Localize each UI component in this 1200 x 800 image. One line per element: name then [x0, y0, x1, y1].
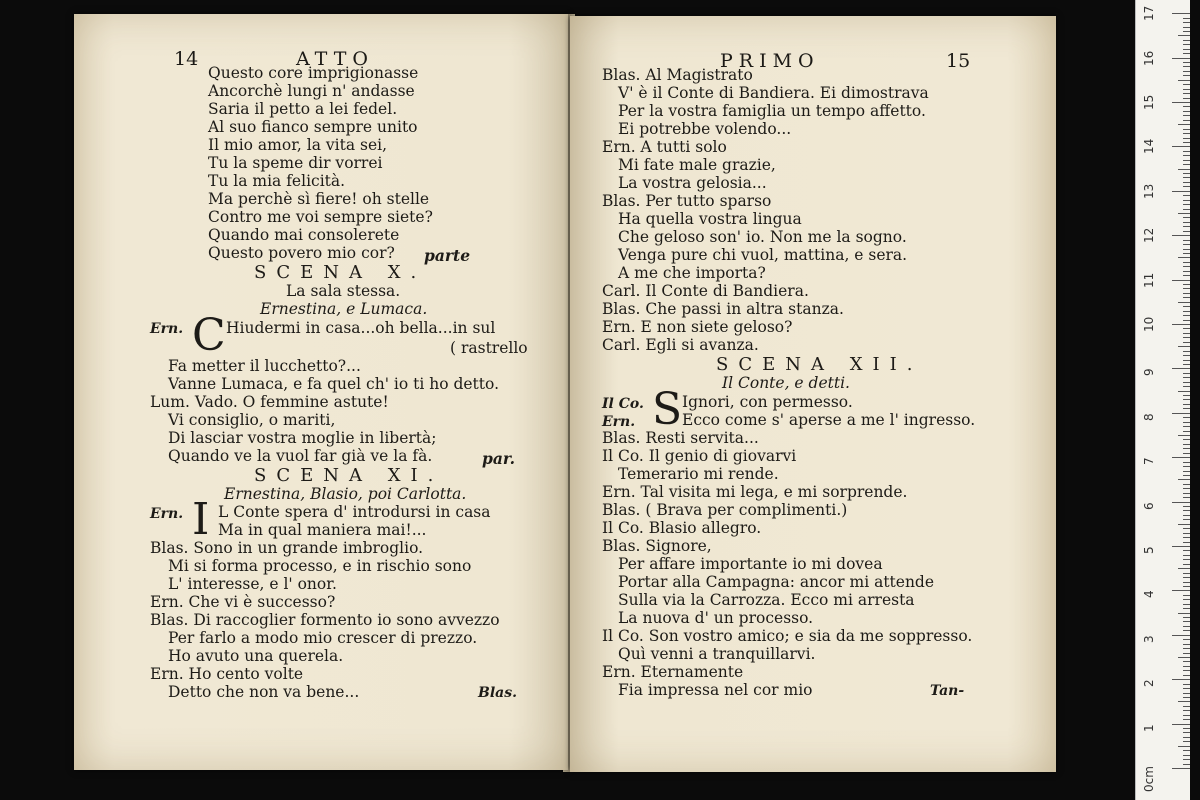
- text-line: La vostra gelosia...: [618, 174, 767, 192]
- ruler-tick: [1178, 613, 1190, 614]
- ruler-tick: [1183, 626, 1190, 627]
- text-line: Ern. Tal visita mi lega, e mi sorprende.: [602, 483, 908, 501]
- ruler-tick: [1172, 146, 1190, 147]
- character-list: Ernestina, Blasio, poi Carlotta.: [224, 485, 467, 503]
- speaker-label: Il Co.: [602, 396, 644, 412]
- text-line: Blas. Di raccoglier formento io sono avvezzo: [150, 611, 500, 629]
- text-line: Ho avuto una querela.: [168, 647, 344, 665]
- ruler-tick: [1183, 515, 1190, 516]
- ruler-tick: [1183, 111, 1190, 112]
- ruler-tick: [1183, 297, 1190, 298]
- ruler-tick: [1172, 324, 1190, 325]
- catchword: Tan-: [930, 683, 965, 699]
- ruler-tick: [1183, 200, 1190, 201]
- ruler-tick: [1183, 49, 1190, 50]
- ruler-tick: [1183, 564, 1190, 565]
- text-line: Mi fate male grazie,: [618, 156, 776, 174]
- ruler-tick: [1172, 724, 1190, 725]
- ruler-tick: [1183, 253, 1190, 254]
- ruler-tick: [1183, 510, 1190, 511]
- ruler-tick: [1183, 160, 1190, 161]
- ruler-tick: [1183, 84, 1190, 85]
- text-line: Blas. Al Magistrato: [602, 66, 753, 84]
- ruler-tick: [1183, 89, 1190, 90]
- speaker-label: Ern.: [602, 414, 636, 430]
- ruler-tick: [1183, 182, 1190, 183]
- text-line: Per affare importante io mi dovea: [618, 555, 883, 573]
- text-line: Detto che non va bene...: [168, 683, 360, 701]
- ruler-tick: [1172, 235, 1190, 236]
- ruler-tick: [1183, 293, 1190, 294]
- ruler-tick: [1183, 675, 1190, 676]
- ruler-tick: [1183, 497, 1190, 498]
- ruler-number: 1: [1142, 723, 1156, 732]
- stage-direction: parte: [424, 246, 471, 265]
- text-line: Ancorchè lungi n' andasse: [208, 82, 415, 100]
- text-line: Venga pure chi vuol, mattina, e sera.: [618, 246, 908, 264]
- text-line: Ma in qual maniera mai!...: [218, 521, 427, 539]
- ruler-tick: [1178, 302, 1190, 303]
- ruler-tick: [1183, 719, 1190, 720]
- ruler-tick: [1178, 435, 1190, 436]
- ruler-number: 7: [1142, 457, 1156, 466]
- ruler-tick: [1183, 222, 1190, 223]
- ruler-tick: [1183, 155, 1190, 156]
- text-line: Vi consiglio, o mariti,: [168, 411, 336, 429]
- text-line: Ecco come s' aperse a me l' ingresso.: [682, 411, 976, 429]
- ruler-number: 14: [1142, 139, 1156, 155]
- ruler-tick: [1183, 53, 1190, 54]
- ruler-number: 15: [1142, 94, 1156, 110]
- ruler-tick: [1172, 102, 1190, 103]
- ruler-tick: [1183, 577, 1190, 578]
- ruler-tick: [1183, 226, 1190, 227]
- ruler-tick: [1183, 360, 1190, 361]
- ruler-tick: [1183, 599, 1190, 600]
- text-line: Blas. Sono in un grande imbroglio.: [150, 539, 424, 557]
- ruler-tick: [1183, 732, 1190, 733]
- ruler-tick: [1183, 444, 1190, 445]
- ruler-tick: [1183, 395, 1190, 396]
- text-line: Per la vostra famiglia un tempo affetto.: [618, 102, 926, 120]
- ruler-tick: [1183, 737, 1190, 738]
- ruler-tick: [1183, 142, 1190, 143]
- ruler-tick: [1178, 568, 1190, 569]
- ruler-tick: [1178, 80, 1190, 81]
- ruler-tick: [1183, 595, 1190, 596]
- ruler-number: 3: [1142, 635, 1156, 643]
- ruler-tick: [1183, 448, 1190, 449]
- speaker-label: Ern.: [150, 321, 184, 337]
- ruler-tick: [1183, 630, 1190, 631]
- ruler-tick: [1183, 231, 1190, 232]
- text-line: Sulla via la Carrozza. Ecco mi arresta: [618, 591, 915, 609]
- ruler-tick: [1183, 186, 1190, 187]
- ruler-tick: [1183, 741, 1190, 742]
- ruler-tick: [1183, 18, 1190, 19]
- scene-heading: SCENA X.: [254, 262, 427, 283]
- text-line: Ern. E non siete geloso?: [602, 318, 793, 336]
- ruler-tick: [1183, 173, 1190, 174]
- text-line: Ern. Eternamente: [602, 663, 744, 681]
- text-line: Blas. Che passi in altra stanza.: [602, 300, 844, 318]
- ruler-number: 17: [1142, 5, 1156, 22]
- text-line: Per farlo a modo mio crescer di prezzo.: [168, 629, 478, 647]
- ruler-tick: [1183, 670, 1190, 671]
- ruler-tick: [1183, 666, 1190, 667]
- ruler-tick: [1183, 364, 1190, 365]
- text-line: Fia impressa nel cor mio: [618, 681, 813, 699]
- ruler-tick: [1183, 217, 1190, 218]
- ruler-tick: [1178, 346, 1190, 347]
- ruler-tick: [1183, 573, 1190, 574]
- ruler-tick: [1183, 462, 1190, 463]
- ruler-number: 16: [1142, 50, 1156, 66]
- text-line: Carl. Egli si avanza.: [602, 336, 759, 354]
- stage-setting: La sala stessa.: [286, 282, 401, 300]
- ruler-tick: [1183, 377, 1190, 378]
- ruler-tick: [1183, 262, 1190, 263]
- text-line: L' interesse, e l' onor.: [168, 575, 337, 593]
- ruler-tick: [1172, 413, 1190, 414]
- ruler-tick: [1172, 368, 1190, 369]
- ruler-tick: [1172, 546, 1190, 547]
- ruler-number: 5: [1142, 546, 1156, 554]
- ruler-tick: [1183, 542, 1190, 543]
- ruler-tick: [1183, 471, 1190, 472]
- text-line: Tu la speme dir vorrei: [208, 154, 383, 172]
- text-line: Temerario mi rende.: [618, 465, 779, 483]
- text-line: Il Co. Son vostro amico; e sia da me soppresso.: [602, 627, 973, 645]
- text-line: Il Co. Il genio di giovarvi: [602, 447, 797, 465]
- text-line: Che geloso son' io. Non me la sogno.: [618, 228, 907, 246]
- ruler-tick: [1183, 688, 1190, 689]
- ruler-tick: [1178, 124, 1190, 125]
- ruler-tick: [1183, 750, 1190, 751]
- ruler-tick: [1183, 320, 1190, 321]
- ruler-tick: [1178, 391, 1190, 392]
- ruler-number: 6: [1142, 501, 1156, 510]
- text-line: Quando ve la vuol far già ve la fà.: [168, 447, 433, 465]
- ruler-number: 8: [1142, 413, 1156, 421]
- text-line: Il Co. Blasio allegro.: [602, 519, 762, 537]
- ruler-tick: [1183, 195, 1190, 196]
- ruler-tick: [1178, 213, 1190, 214]
- right-running-header: PRIMO: [720, 50, 820, 72]
- ruler-tick: [1183, 710, 1190, 711]
- text-line: Carl. Il Conte di Bandiera.: [602, 282, 809, 300]
- text-line: Quando mai consolerete: [208, 226, 400, 244]
- ruler-number: 2: [1142, 679, 1156, 688]
- ruler-tick: [1183, 62, 1190, 63]
- ruler-tick: [1183, 333, 1190, 334]
- ruler-tick: [1183, 475, 1190, 476]
- text-line: Blas. ( Brava per complimenti.): [602, 501, 848, 519]
- ruler-tick: [1172, 679, 1190, 680]
- ruler-tick: [1183, 715, 1190, 716]
- text-line: Lum. Vado. O femmine astute!: [150, 393, 389, 411]
- ruler-tick: [1183, 408, 1190, 409]
- character-list: Ernestina, e Lumaca.: [260, 300, 428, 318]
- ruler-tick: [1183, 493, 1190, 494]
- ruler-tick: [1183, 386, 1190, 387]
- ruler-tick: [1183, 506, 1190, 507]
- text-line: Questo core imprigionasse: [208, 64, 419, 82]
- text-line: Questo povero mio cor?: [208, 244, 395, 262]
- ruler-tick: [1183, 151, 1190, 152]
- ruler-tick: [1183, 431, 1190, 432]
- text-line: Di lasciar vostra moglie in libertà;: [168, 429, 437, 447]
- ruler-tick: [1178, 257, 1190, 258]
- ruler-tick: [1183, 693, 1190, 694]
- ruler-tick: [1183, 586, 1190, 587]
- text-line: Blas. Resti servita...: [602, 429, 759, 447]
- ruler-tick: [1183, 75, 1190, 76]
- ruler-tick: [1178, 169, 1190, 170]
- text-line: V' è il Conte di Bandiera. Ei dimostrava: [618, 84, 929, 102]
- ruler-tick: [1183, 315, 1190, 316]
- ruler-tick: [1183, 311, 1190, 312]
- ruler-tick: [1183, 439, 1190, 440]
- ruler-tick: [1183, 644, 1190, 645]
- ruler-tick: [1183, 706, 1190, 707]
- text-line: Ern. A tutti solo: [602, 138, 727, 156]
- text-line: Hiudermi in casa...oh bella...in sul: [226, 319, 496, 337]
- ruler-tick: [1183, 204, 1190, 205]
- drop-cap: C: [192, 310, 226, 361]
- ruler-tick: [1183, 129, 1190, 130]
- ruler-tick: [1183, 382, 1190, 383]
- text-line: Ern. Che vi è successo?: [150, 593, 336, 611]
- ruler-tick: [1183, 661, 1190, 662]
- ruler-tick: [1178, 479, 1190, 480]
- ruler-tick: [1183, 621, 1190, 622]
- ruler-tick: [1183, 728, 1190, 729]
- text-line: Portar alla Campagna: ancor mi attende: [618, 573, 935, 591]
- ruler-tick: [1183, 40, 1190, 41]
- ruler-tick: [1183, 697, 1190, 698]
- ruler-tick: [1183, 337, 1190, 338]
- ruler-tick: [1183, 306, 1190, 307]
- ruler-tick: [1172, 768, 1190, 769]
- measurement-ruler: [1135, 0, 1190, 800]
- ruler-tick: [1172, 502, 1190, 503]
- ruler-number: 9: [1142, 368, 1156, 377]
- left-page-number: 14: [174, 48, 199, 70]
- ruler-tick: [1172, 58, 1190, 59]
- text-line: Blas. Signore,: [602, 537, 712, 555]
- text-line: Ei potrebbe volendo...: [618, 120, 792, 138]
- ruler-number: 10: [1142, 316, 1156, 332]
- ruler-tick: [1183, 164, 1190, 165]
- text-line: Tu la mia felicità.: [208, 172, 346, 190]
- ruler-tick: [1183, 93, 1190, 94]
- ruler-tick: [1183, 288, 1190, 289]
- ruler-tick: [1183, 533, 1190, 534]
- ruler-tick: [1172, 635, 1190, 636]
- text-line: Ignori, con permesso.: [682, 393, 853, 411]
- ruler-tick: [1178, 524, 1190, 525]
- ruler-tick: [1183, 209, 1190, 210]
- ruler-tick: [1183, 266, 1190, 267]
- ruler-tick: [1172, 191, 1190, 192]
- left-running-header: ATTO: [296, 48, 374, 70]
- text-line: Saria il petto a lei fedel.: [208, 100, 398, 118]
- ruler-tick: [1172, 280, 1190, 281]
- ruler-tick: [1183, 66, 1190, 67]
- ruler-tick: [1178, 746, 1190, 747]
- text-line: Vanne Lumaca, e fa quel ch' io ti ho detto.: [168, 375, 499, 393]
- ruler-tick: [1172, 457, 1190, 458]
- ruler-tick: [1178, 657, 1190, 658]
- text-line: Il mio amor, la vita sei,: [208, 136, 387, 154]
- text-line: Fa metter il lucchetto?...: [168, 357, 361, 375]
- ruler-tick: [1183, 328, 1190, 329]
- ruler-tick: [1183, 484, 1190, 485]
- ruler-tick: [1183, 648, 1190, 649]
- drop-cap: I: [192, 494, 210, 545]
- ruler-tick: [1183, 466, 1190, 467]
- ruler-tick: [1183, 488, 1190, 489]
- ruler-tick: [1183, 275, 1190, 276]
- ruler-tick: [1183, 138, 1190, 139]
- ruler-tick: [1172, 590, 1190, 591]
- text-line: Mi si forma processo, e in rischio sono: [168, 557, 472, 575]
- ruler-tick: [1183, 240, 1190, 241]
- text-line: L Conte spera d' introdursi in casa: [218, 503, 491, 521]
- ruler-tick: [1183, 98, 1190, 99]
- ruler-number: 12: [1142, 227, 1156, 244]
- ruler-tick: [1183, 106, 1190, 107]
- ruler-tick: [1183, 244, 1190, 245]
- ruler-tick: [1183, 639, 1190, 640]
- text-line: Quì venni a tranquillarvi.: [618, 645, 816, 663]
- ruler-tick: [1183, 71, 1190, 72]
- ruler-tick: [1183, 27, 1190, 28]
- text-line: Ha quella vostra lingua: [618, 210, 802, 228]
- text-line: Contro me voi sempre siete?: [208, 208, 433, 226]
- ruler-tick: [1183, 550, 1190, 551]
- ruler-tick: [1183, 399, 1190, 400]
- right-page-number: 15: [946, 50, 971, 72]
- ruler-tick: [1183, 426, 1190, 427]
- ruler-tick: [1183, 342, 1190, 343]
- ruler-tick: [1183, 31, 1190, 32]
- ruler-tick: [1183, 351, 1190, 352]
- ruler-tick: [1183, 684, 1190, 685]
- scene-heading: SCENA XI.: [254, 465, 444, 486]
- ruler-tick: [1183, 582, 1190, 583]
- ruler-tick: [1183, 271, 1190, 272]
- ruler-tick: [1178, 35, 1190, 36]
- character-list: Il Conte, e detti.: [722, 374, 850, 392]
- ruler-tick: [1172, 13, 1190, 14]
- ruler-tick: [1183, 133, 1190, 134]
- ruler-tick: [1183, 22, 1190, 23]
- text-line: Ern. Ho cento volte: [150, 665, 304, 683]
- ruler-tick: [1183, 764, 1190, 765]
- text-line: Al suo fianco sempre unito: [208, 118, 418, 136]
- ruler-tick: [1183, 453, 1190, 454]
- text-line: Blas. Per tutto sparso: [602, 192, 772, 210]
- ruler-tick: [1183, 177, 1190, 178]
- ruler-tick: [1183, 555, 1190, 556]
- ruler-tick: [1183, 653, 1190, 654]
- left-page: [74, 14, 568, 770]
- ruler-tick: [1183, 284, 1190, 285]
- ruler-tick: [1183, 120, 1190, 121]
- ruler-tick: [1183, 617, 1190, 618]
- drop-cap: S: [652, 384, 683, 435]
- text-line: ( rastrello: [450, 339, 528, 357]
- ruler-tick: [1183, 559, 1190, 560]
- ruler-tick: [1183, 404, 1190, 405]
- ruler-tick: [1183, 44, 1190, 45]
- right-page: [570, 16, 1056, 772]
- ruler-tick: [1183, 115, 1190, 116]
- ruler-tick: [1178, 701, 1190, 702]
- ruler-tick: [1183, 755, 1190, 756]
- speaker-label: Ern.: [150, 506, 184, 522]
- ruler-tick: [1183, 519, 1190, 520]
- ruler-tick: [1183, 373, 1190, 374]
- text-line: La nuova d' un processo.: [618, 609, 814, 627]
- ruler-number: 13: [1142, 183, 1156, 199]
- ruler-tick: [1183, 537, 1190, 538]
- ruler-tick: [1183, 528, 1190, 529]
- ruler-number: 4: [1142, 590, 1156, 599]
- catchword: Blas.: [478, 685, 517, 701]
- text-line: A me che importa?: [618, 264, 766, 282]
- ruler-unit-label: 0cm: [1142, 766, 1156, 792]
- ruler-tick: [1183, 249, 1190, 250]
- scene-heading: SCENA XII.: [716, 354, 923, 375]
- ruler-tick: [1183, 604, 1190, 605]
- ruler-number: 11: [1142, 272, 1156, 288]
- ruler-tick: [1183, 422, 1190, 423]
- stage-direction: par.: [482, 449, 516, 468]
- ruler-tick: [1183, 417, 1190, 418]
- ruler-tick: [1183, 608, 1190, 609]
- ruler-tick: [1183, 355, 1190, 356]
- ruler-tick: [1183, 759, 1190, 760]
- text-line: Ma perchè sì fiere! oh stelle: [208, 190, 430, 208]
